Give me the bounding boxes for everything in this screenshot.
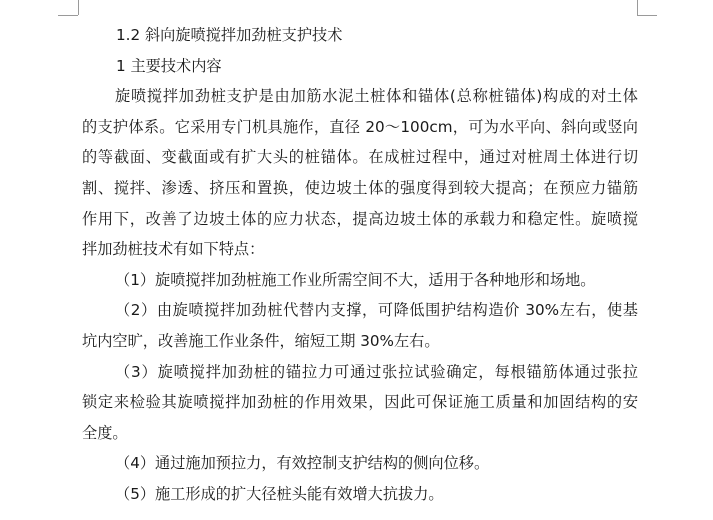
crop-mark-top-right-vertical [637, 0, 638, 15]
list-item-4: （4）通过施加预拉力，有效控制支护结构的侧向位移。 [115, 454, 490, 473]
paragraph-line: 的等截面、变截面或有扩大头的桩锚体。在成桩过程中，通过对桩周土体进行切 [82, 148, 638, 167]
list-item-3-continuation: 锁定来检验其旋喷搅拌加劲桩的作用效果，因此可保证施工质量和加固结构的安 [82, 393, 638, 412]
crop-mark-top-left [58, 15, 78, 16]
paragraph-line: 作用下，改善了边坡土体的应力状态，提高边坡土体的承载力和稳定性。旋喷搅 [82, 209, 638, 228]
crop-mark-top-right [637, 15, 657, 16]
paragraph-line: 割、搅拌、渗透、挤压和置换，使边坡土体的强度得到较大提高；在预应力锚筋 [82, 178, 638, 197]
list-item-2: （2）由旋喷搅拌加劲桩代替内支撑，可降低围护结构造价 30%左右，使基 [115, 301, 638, 320]
list-item-2-continuation: 坑内空旷，改善施工作业条件，缩短工期 30%左右。 [82, 331, 440, 350]
crop-mark-top-left-vertical [78, 0, 79, 15]
list-item-1: （1）旋喷搅拌加劲桩施工作业所需空间不大，适用于各种地形和场地。 [115, 270, 596, 289]
paragraph-line: 拌加劲桩技术有如下特点： [82, 240, 265, 259]
paragraph-line: 旋喷搅拌加劲桩支护是由加筋水泥土桩体和锚体(总称桩锚体)构成的对土体 [115, 87, 638, 106]
paragraph-line: 的支护体系。它采用专门机具施作，直径 20～100cm，可为水平向、斜向或竖向 [82, 117, 638, 136]
subsection-heading: 1 主要技术内容 [116, 56, 222, 75]
section-heading: 1.2 斜向旋喷搅拌加劲桩支护技术 [116, 26, 343, 44]
document-body [82, 20, 638, 510]
list-item-3: （3）旋喷搅拌加劲桩的锚拉力可通过张拉试验确定，每根锚筋体通过张拉 [115, 362, 638, 381]
list-item-5: （5）施工形成的扩大径桩头能有效增大抗拔力。 [115, 484, 444, 503]
list-item-3-continuation: 全度。 [82, 423, 128, 442]
